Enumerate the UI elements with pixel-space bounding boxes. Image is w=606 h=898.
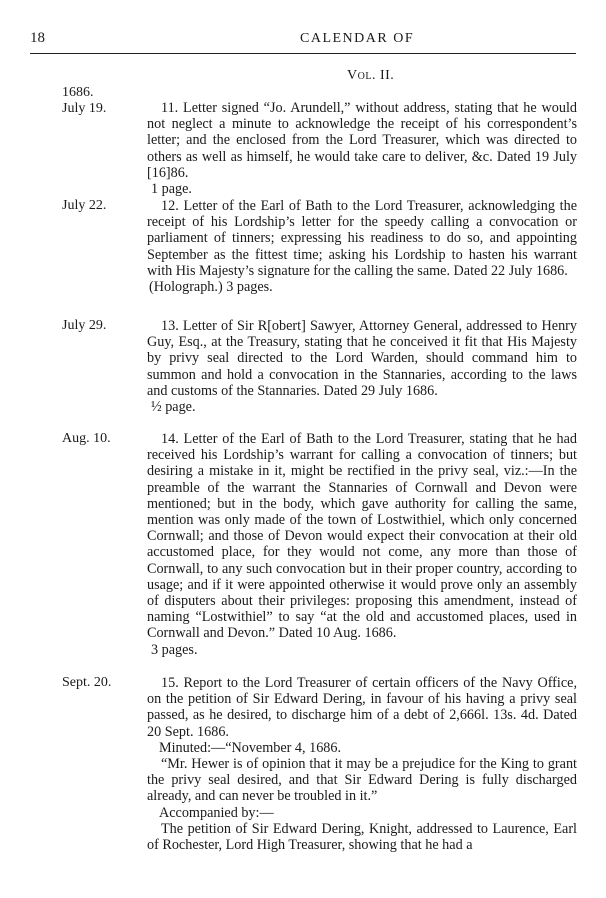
entry-text: 11. Letter signed “Jo. Arundell,” without address, stating that he would not neglect a minute to acknowledge the receipt of his correspondent’s letter; and the enclosed from the Lord Treasurer, which was directed to others as well as himself, he would take care to deliver, &c. Dated 19 July [16]86. bbox=[147, 100, 577, 181]
running-title: CALENDAR OF bbox=[300, 31, 415, 46]
entry-date: July 19. bbox=[62, 101, 107, 116]
page-number: 18 bbox=[30, 30, 45, 46]
entry-body bbox=[147, 675, 577, 853]
entry-body bbox=[147, 198, 577, 295]
entry-date: July 29. bbox=[62, 318, 107, 333]
entry-text: 15. Report to the Lord Treasurer of certain officers of the Navy Office, on the petition of Sir Edward Dering, in favour of his having a privy seal passed, as he desired, to discharge him of a debt of 2,666l. 13s. 4d. Dated 20 Sept. 1686. bbox=[147, 675, 577, 740]
entry-year: 1686. bbox=[62, 85, 94, 100]
entry-pages: 3 pages. bbox=[151, 641, 198, 658]
entry-quote: “Mr. Hewer is of opinion that it may be a prejudice for the King to grant the privy seal desired, and that Sir Edward Dering is fully discharged already, and can never be troubled in it.” bbox=[147, 756, 577, 805]
entry-body bbox=[147, 100, 577, 197]
entry-text: 13. Letter of Sir R[obert] Sawyer, Attorney General, addressed to Henry Guy, Esq., at the Treasury, stating that he conceived it fit that His Majesty by privy seal directed to the Lord Warden, should command him to summon and hold a convocation in the Stannaries, according to the laws and customs of the Stannaries. Dated 29 July 1686. bbox=[147, 318, 577, 399]
entry-body bbox=[147, 318, 577, 415]
entry-text: 12. Letter of the Earl of Bath to the Lord Treasurer, acknowledging the receipt of his Lordship’s letter for the speedy calling a convocation or parliament of tinners; expressing his readiness to do so, and appointing September as the fittest time; asking his Lordship to hasten his warrant with His Majesty’s signature for the calling the same. Dated 22 July 1686. bbox=[147, 198, 577, 279]
entry-date: Aug. 10. bbox=[62, 431, 111, 446]
header-rule bbox=[30, 53, 576, 54]
entry-body bbox=[147, 431, 577, 658]
volume-label: Vol. II. bbox=[347, 68, 395, 83]
page-header bbox=[30, 30, 576, 50]
entry-accompanied: Accompanied by:— bbox=[159, 804, 274, 821]
entry-pages: (Holograph.) 3 pages. bbox=[149, 279, 273, 296]
entry-pages: ½ page. bbox=[151, 399, 196, 416]
entry-pages: 1 page. bbox=[151, 181, 192, 198]
entry-minuted: Minuted:—“November 4, 1686. bbox=[159, 739, 342, 756]
entry-text: 14. Letter of the Earl of Bath to the Lord Treasurer, stating that he had received his Lordship’s warrant for calling a convocation of tinners; but desiring a mistake in it, might be rectified in the privy seal, viz.:—In the preamble of the warrant the Stannaries of Cornwall and Devon were mentioned; but in the body, which gave authority for calling the same, mention was only made of the town of Lostwithiel, which only concerned Cornwall; and those of Devon would expect their convocation at their old accustomed place, for they would not come, any more than those of Cornwall, to any such convocation but in their proper country, according to usage; and if it were appointed otherwise it would prove only an assembly of disputers about their privileges: proposing this amendment, instead of naming “Lostwithiel” to say “at the old and accustomed places, used in Cornwall and Devon.” Dated 10 Aug. 1686. bbox=[147, 431, 577, 642]
entry-petition: The petition of Sir Edward Dering, Knight, addressed to Laurence, Earl of Rochester, Lord High Treasurer, showing that he had a bbox=[147, 820, 577, 854]
entry-date: July 22. bbox=[62, 198, 107, 213]
entry-date: Sept. 20. bbox=[62, 675, 112, 690]
